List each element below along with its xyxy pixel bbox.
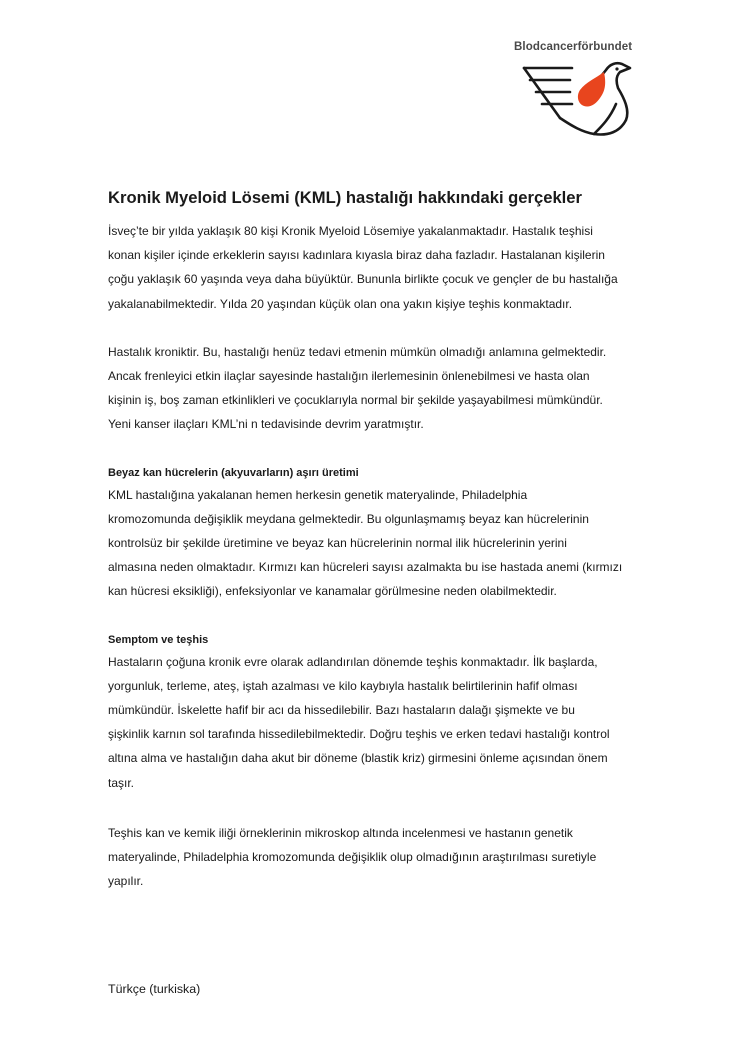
text-line: İsveç’te bir yılda yaklaşık 80 kişi Kronik Myeloid Lösemiye yakalanmaktadır. Hastalık teşhisi xyxy=(108,224,593,238)
text-line: çoğu yaklaşık 60 yaşında veya daha büyüktür. Bununla birlikte çocuk ve gençler de bu hastalığa xyxy=(108,272,618,287)
paragraph-incidence xyxy=(108,219,648,316)
section-overproduction-text xyxy=(108,483,648,604)
language-label: Türkçe (turkiska) xyxy=(108,982,201,996)
text-line: konan kişiler içinde erkeklerin sayısı kadınlara kıyasla biraz daha fazladır. Hastalanan kişilerin xyxy=(108,248,605,263)
page-title: Kronik Myeloid Lösemi (KML) hastalığı hakkındaki gerçekler xyxy=(108,188,582,207)
text-line: Hastaların çoğuna kronik evre olarak adlandırılan dönemde teşhis konmaktadır. İlk başlarda, xyxy=(108,654,598,669)
text-line: almasına neden olmaktadır. Kırmızı kan hücreleri sayısı azalmakta bu ise hastada anemi (kırmızı xyxy=(108,560,623,575)
text-line: yapılır. xyxy=(108,874,144,889)
dove-logo xyxy=(520,60,636,140)
text-line: materyalinde, Philadelphia kromozomunda değişiklik olup olmadığının araştırılması suretiyle xyxy=(108,850,597,865)
paragraph-diagnosis xyxy=(108,821,648,894)
text-line: Teşhis kan ve kemik iliği örneklerinin mikroskop altında incelenmesi ve hastanın genetik xyxy=(108,825,573,840)
text-line: yakalanabilmektedir. Yılda 20 yaşından küçük olan ona yakın kişiye teşhis konmaktadır. xyxy=(108,296,573,311)
logo-wing xyxy=(594,104,616,134)
text-line: şişkinlik karnın sol tarafında hissedilebilmektedir. Doğru teşhis ve erken tedavi hastalığı kontrol xyxy=(108,727,610,742)
text-line: Yeni kanser ilaçları KML’ni n tedavisinde devrim yaratmıştır. xyxy=(108,417,424,432)
text-line: yorgunluk, terleme, ateş, iştah azalması ve kilo kaybıyla hastalık belirtilerinin hafif olması xyxy=(108,678,578,693)
text-line: kontrolsüz bir şekilde üretimine ve beyaz kan hücrelerinin normal ilik hücrelerinin yerini xyxy=(108,536,567,551)
blood-drop-icon xyxy=(578,72,605,107)
logo-eye xyxy=(615,67,618,70)
text-line: KML hastalığına yakalanan hemen herkesin genetik materyalinde, Philadelphia xyxy=(108,487,528,502)
text-line: mümkündür. İskelette hafif bir acı da hissedilebilir. Bazı hastaların dalağı şişmekte ve bu xyxy=(108,703,575,718)
document-body xyxy=(108,186,648,893)
text-line: kan hücresi eksikliği), enfeksiyonlar ve kanamalar görülmesine neden olabilmektedir. xyxy=(108,584,557,599)
paragraph-chronic xyxy=(108,340,648,437)
organization-name: Blodcancerförbundet xyxy=(514,41,633,53)
text-line: kromozomunda değişiklik meydana gelmektedir. Bu olgunlaşmamış beyaz kan hücrelerinin xyxy=(108,511,589,526)
text-line: Hastalık kroniktir. Bu, hastalığı henüz tedavi etmenin mümkün olmadığı anlamına gelmektedir. xyxy=(108,344,607,359)
text-line: Ancak frenleyici etkin ilaçlar sayesinde hastalığın ilerlemesinin önlenebilmesi ve hasta olan xyxy=(108,369,590,384)
section-symptoms-text xyxy=(108,650,648,795)
text-line: taşır. xyxy=(108,775,135,790)
section-heading-overproduction: Beyaz kan hücrelerin (akyuvarların) aşırı üretimi xyxy=(108,466,359,479)
section-heading-symptoms: Semptom ve teşhis xyxy=(108,633,209,646)
text-line: altına alma ve hastalığın daha akut bir döneme (blastik kriz) girmesini önleme açısından önem xyxy=(108,751,608,766)
text-line: kişinin iş, boş zaman etkinlikleri ve çocuklarıyla normal bir şekilde yaşayabilmesi mümkündür. xyxy=(108,393,603,408)
